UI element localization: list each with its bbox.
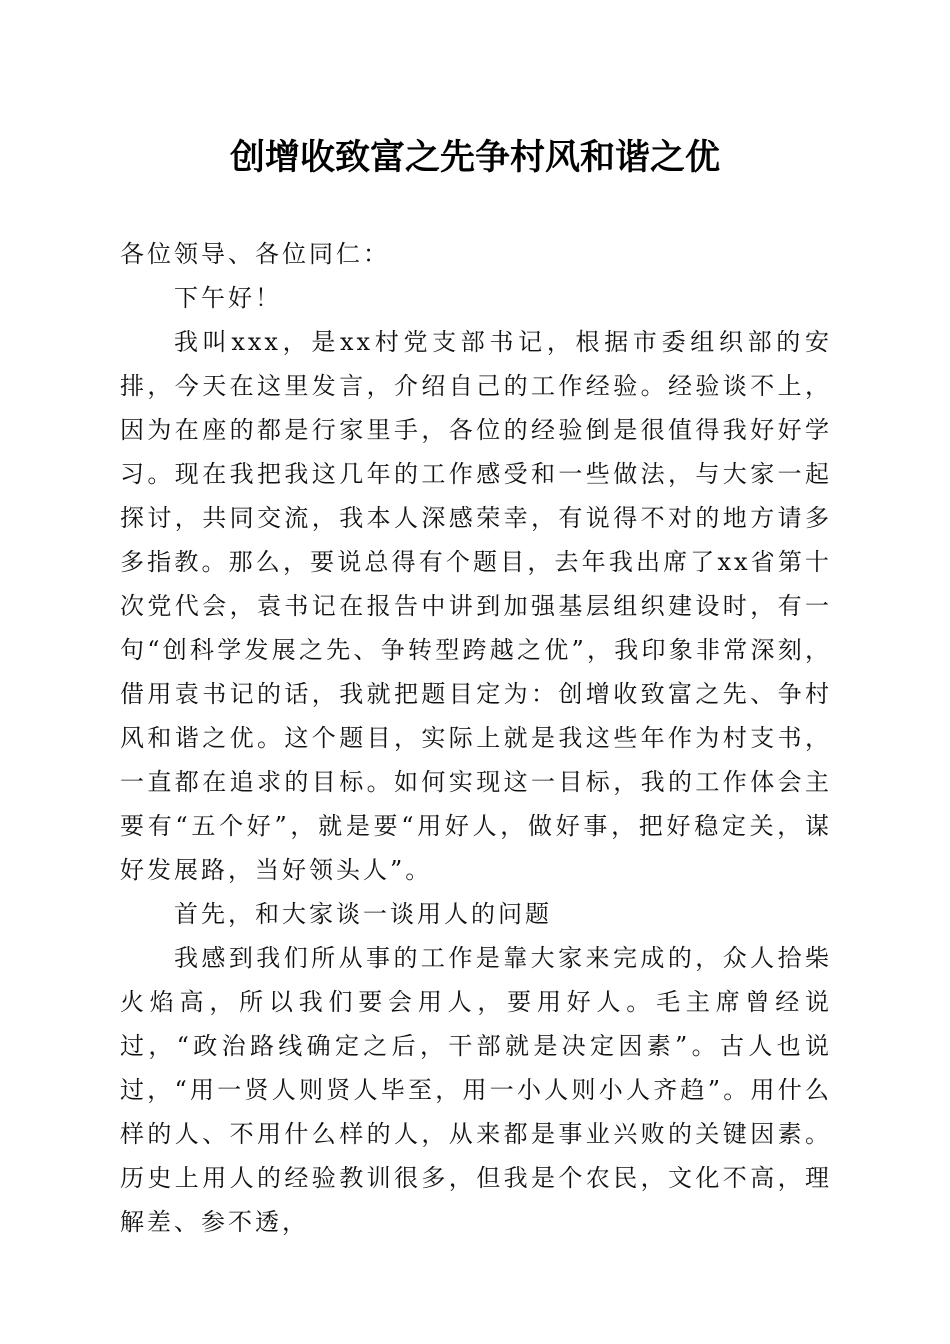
document-title: 创增收致富之先争村风和谐之优 xyxy=(229,137,720,178)
document-body xyxy=(120,232,832,1244)
paragraph-introduction: 我叫xxx，是xx村党支部书记，根据市委组织部的安排，今天在这里发言，介绍自己的工作经验。经验谈不上，因为在座的都是行家里手，各位的经验倒是很值得我好好学习。现在我把我这几年的工作感受和一些做法，与大家一起探讨，共同交流，我本人深感荣幸，有说得不对的地方请多多指教。那么，要说总得有个题目，去年我出席了xx省第十次党代会，袁书记在报告中讲到加强基层组织建设时，有一句“创科学发展之先、争转型跨越之优”，我印象非常深刻，借用袁书记的话，我就把题目定为：创增收致富之先、争村风和谐之优。这个题目，实际上就是我这些年作为村支书，一直都在追求的目标。如何实现这一目标，我的工作体会主要有“五个好”，就是要“用好人，做好事，把好稳定关，谋好发展路，当好领头人”。 xyxy=(120,328,832,884)
salutation: 各位领导、各位同仁： xyxy=(120,240,390,268)
section-heading-using-people: 首先，和大家谈一谈用人的问题 xyxy=(174,900,552,928)
paragraph-using-people: 我感到我们所从事的工作是靠大家来完成的，众人拾柴火焰高，所以我们要会用人，要用好人。毛主席曾经说过，“政治路线确定之后，干部就是决定因素”。古人也说过，“用一贤人则贤人毕至，用一小人则小人齐趋”。用什么样的人、不用什么样的人，从来都是事业兴败的关键因素。历史上用人的经验教训很多，但我是个农民，文化不高，理解差、参不透， xyxy=(120,944,832,1236)
paragraph-greeting: 下午好！ xyxy=(174,284,282,312)
